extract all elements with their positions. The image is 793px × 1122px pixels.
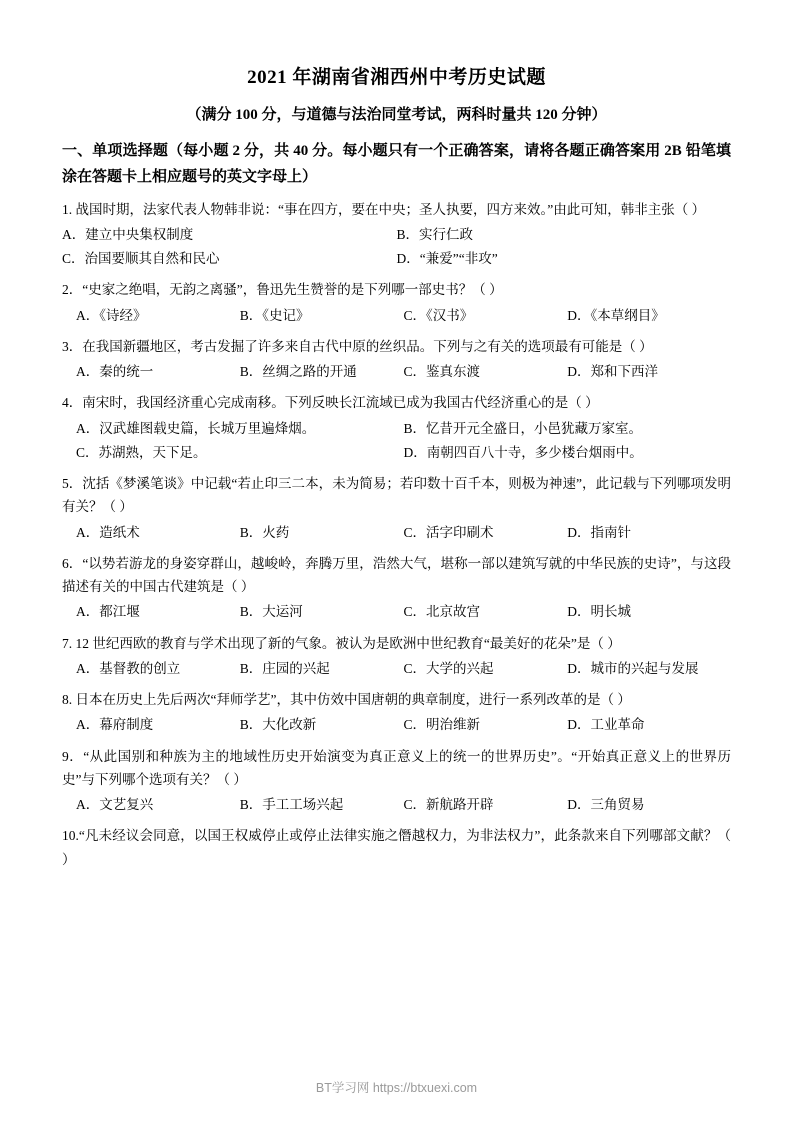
option-b[interactable]: B．大化改新 <box>239 717 317 733</box>
option-a[interactable]: A．文艺复兴 <box>76 797 154 813</box>
footer-watermark: BT学习网 https://btxuexi.com <box>315 1081 478 1095</box>
page-subtitle: （满分 100 分，与道德与法治同堂考试，两科时量共 120 分钟） <box>186 107 607 123</box>
option-a[interactable]: A．基督教的创立 <box>76 660 181 676</box>
option-c[interactable]: C．大学的兴起 <box>403 660 494 676</box>
option-a[interactable]: A．造纸术 <box>76 524 140 540</box>
option-d[interactable]: D．明长城 <box>567 604 631 620</box>
question-text: 6．“以势若游龙的身姿穿群山，越峻岭，奔腾万里，浩然大气，堪称一部以建筑写就的中华民族的史诗”，与这段描述有关的中国古代建筑是（ ） <box>62 555 731 595</box>
option-a[interactable]: A．秦的统一 <box>76 364 154 380</box>
option-row <box>62 657 731 681</box>
section-heading: 一、单项选择题（每小题 2 分，共 40 分。每小题只有一个正确答案，请将各题正确答案用 2B 铅笔填涂在答题卡上相应题号的英文字母上） <box>62 143 731 186</box>
question-text: 2．“史家之绝唱，无韵之离骚”，鲁迅先生赞誉的是下列哪一部史书？（ ） <box>62 282 503 298</box>
option-b[interactable]: B．丝绸之路的开通 <box>239 364 357 380</box>
option-c[interactable]: C．明治维新 <box>403 717 481 733</box>
option-row <box>62 247 731 271</box>
question-text: 1. 战国时期，法家代表人物韩非说：“事在四方，要在中央；圣人执要，四方来效。”由此可知，韩非主张（ ） <box>62 201 706 217</box>
option-d[interactable]: D．“兼爱”“非攻” <box>396 251 498 267</box>
question-text: 9．“从此国别和种族为主的地域性历史开始演变为真正意义上的统一的世界历史”。“开始真正意义上的世界历史”与下列哪个选项有关？（ ） <box>62 748 731 787</box>
option-b[interactable]: B．《史记》 <box>239 307 310 323</box>
question-text: 8. 日本在历史上先后两次“拜师学艺”，其中仿效中国唐朝的典章制度，进行一系列改革的是（ ） <box>62 692 631 708</box>
option-row <box>62 304 731 328</box>
question-text: 5．沈括《梦溪笔谈》中记载“若止印三二本，未为简易；若印数十百千本，则极为神速”，此记载与下列哪项发明有关？（ ） <box>62 476 731 515</box>
option-b[interactable]: B．忆昔开元全盛日，小邑犹藏万家室。 <box>403 420 643 436</box>
option-d[interactable]: D．城市的兴起与发展 <box>567 660 699 676</box>
option-b[interactable]: B．火药 <box>239 524 290 540</box>
option-b[interactable]: B．实行仁政 <box>396 226 474 242</box>
question-text: 3．在我国新疆地区，考古发掘了许多来自古代中原的丝织品。下列与之有关的选项最有可能是（ ） <box>62 338 653 354</box>
option-c[interactable]: C．鉴真东渡 <box>403 364 481 380</box>
option-row <box>62 417 731 441</box>
option-a[interactable]: A．汉武雄图载史篇，长城万里遍烽烟。 <box>76 420 316 436</box>
option-c[interactable]: C．苏湖熟，天下足。 <box>76 444 207 460</box>
option-d[interactable]: D．三角贸易 <box>567 797 645 813</box>
option-b[interactable]: B．庄园的兴起 <box>239 660 330 676</box>
option-a[interactable]: A．建立中央集权制度 <box>62 226 194 242</box>
option-d[interactable]: D．南朝四百八十寺，多少楼台烟雨中。 <box>403 444 643 460</box>
option-d[interactable]: D．工业革命 <box>567 717 645 733</box>
option-row <box>62 600 731 624</box>
option-a[interactable]: A．都江堰 <box>76 604 140 620</box>
option-c[interactable]: C．新航路开辟 <box>403 797 494 813</box>
option-c[interactable]: C．北京故宫 <box>403 604 481 620</box>
option-c[interactable]: C．治国要顺其自然和民心 <box>62 251 220 267</box>
option-row <box>62 223 731 247</box>
option-c[interactable]: C．活字印刷术 <box>403 524 494 540</box>
option-row <box>62 360 731 384</box>
option-d[interactable]: D．郑和下西洋 <box>567 364 658 380</box>
option-b[interactable]: B．大运河 <box>239 604 303 620</box>
option-d[interactable]: D．指南针 <box>567 524 631 540</box>
option-d[interactable]: D．《本草纲目》 <box>567 307 665 323</box>
option-row <box>62 793 731 817</box>
option-b[interactable]: B．手工工场兴起 <box>239 797 344 813</box>
question-text: 7. 12 世纪西欧的教育与学术出现了新的气象。被认为是欧洲中世纪教育“最美好的花朵”是（ ） <box>62 635 621 651</box>
option-a[interactable]: A．《诗经》 <box>76 307 147 323</box>
option-row <box>62 521 731 545</box>
question-text: 10.“凡未经议会同意，以国王权威停止或停止法律实施之僭越权力，为非法权力”，此条款来自下列哪部文献？（ ） <box>62 828 731 867</box>
option-c[interactable]: C．《汉书》 <box>403 307 474 323</box>
option-row <box>62 441 731 465</box>
page-title: 2021 年湖南省湘西州中考历史试题 <box>247 67 546 88</box>
option-row <box>62 713 731 737</box>
question-text: 4．南宋时，我国经济重心完成南移。下列反映长江流域已成为我国古代经济重心的是（ ） <box>62 395 599 411</box>
option-a[interactable]: A．幕府制度 <box>76 717 154 733</box>
